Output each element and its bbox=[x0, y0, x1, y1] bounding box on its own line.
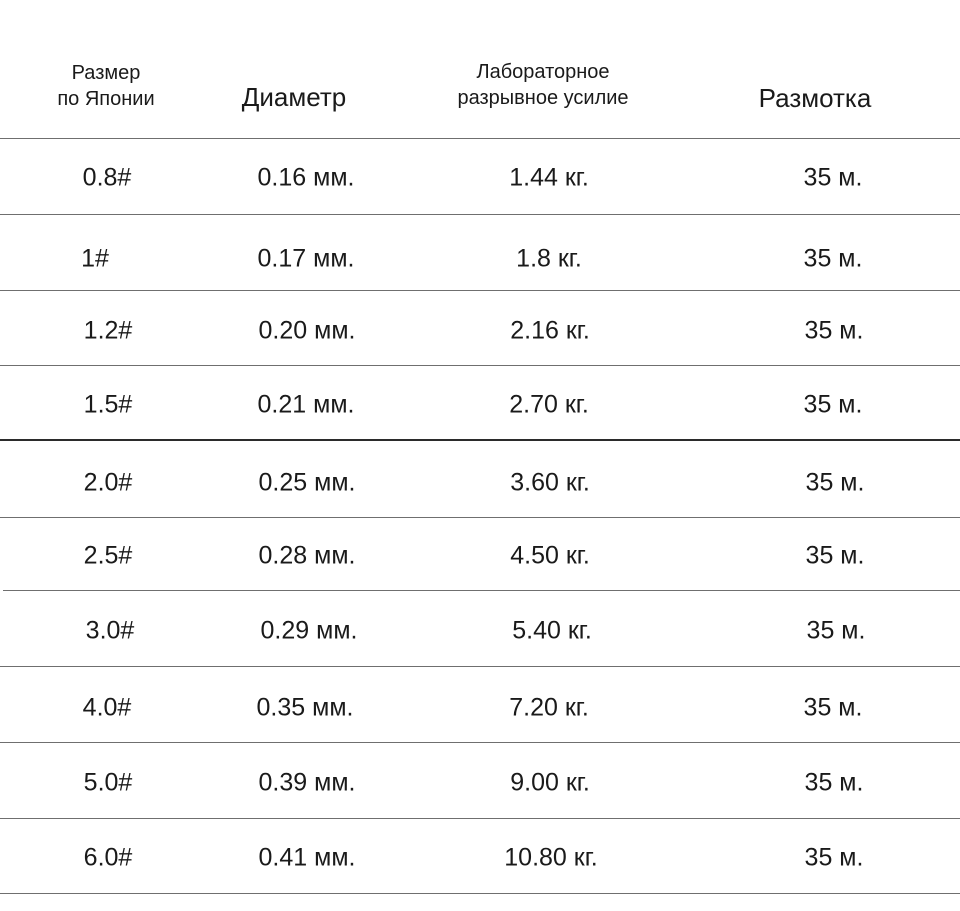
header-size-japan-line-2: по Японии bbox=[57, 88, 155, 110]
header-breaking-strength-line-1: Лабораторное bbox=[476, 61, 610, 83]
cell-length: 35 м. bbox=[805, 468, 865, 497]
row-divider bbox=[0, 893, 960, 894]
cell-strength: 10.80 кг. bbox=[504, 843, 598, 872]
cell-strength: 2.70 кг. bbox=[509, 390, 589, 419]
header-size-japan-line-1: Размер bbox=[71, 62, 141, 84]
row-divider bbox=[0, 214, 960, 215]
cell-diameter: 0.29 мм. bbox=[260, 616, 358, 645]
row-divider bbox=[0, 666, 960, 667]
cell-diameter: 0.39 мм. bbox=[258, 768, 356, 797]
cell-size: 6.0# bbox=[83, 843, 133, 872]
cell-size: 1.5# bbox=[83, 390, 133, 419]
cell-size: 2.0# bbox=[83, 468, 133, 497]
row-divider bbox=[3, 590, 960, 591]
row-divider bbox=[0, 517, 960, 518]
row-divider bbox=[0, 365, 960, 366]
header-diameter: Диаметр bbox=[241, 82, 347, 112]
cell-size: 5.0# bbox=[83, 768, 133, 797]
cell-strength: 2.16 кг. bbox=[510, 316, 590, 345]
cell-size: 3.0# bbox=[85, 616, 135, 645]
cell-size: 1# bbox=[81, 244, 109, 273]
cell-length: 35 м. bbox=[805, 541, 865, 570]
cell-diameter: 0.28 мм. bbox=[258, 541, 356, 570]
cell-length: 35 м. bbox=[803, 693, 863, 722]
cell-strength: 4.50 кг. bbox=[510, 541, 590, 570]
cell-strength: 3.60 кг. bbox=[510, 468, 590, 497]
cell-diameter: 0.16 мм. bbox=[257, 163, 355, 192]
cell-diameter: 0.25 мм. bbox=[258, 468, 356, 497]
row-divider bbox=[0, 290, 960, 291]
cell-length: 35 м. bbox=[803, 163, 863, 192]
cell-strength: 9.00 кг. bbox=[510, 768, 590, 797]
cell-diameter: 0.21 мм. bbox=[257, 390, 355, 419]
cell-length: 35 м. bbox=[803, 244, 863, 273]
header-spool-length: Размотка bbox=[758, 83, 872, 113]
cell-strength: 7.20 кг. bbox=[509, 693, 589, 722]
cell-size: 1.2# bbox=[83, 316, 133, 345]
cell-length: 35 м. bbox=[804, 316, 864, 345]
cell-diameter: 0.17 мм. bbox=[257, 244, 355, 273]
cell-length: 35 м. bbox=[804, 843, 864, 872]
cell-diameter: 0.35 мм. bbox=[256, 693, 354, 722]
row-divider bbox=[0, 742, 960, 743]
cell-strength: 1.8 кг. bbox=[516, 244, 582, 273]
header-breaking-strength-line-2: разрывное усилие bbox=[457, 87, 629, 109]
header-size-japan bbox=[57, 60, 154, 112]
cell-size: 0.8# bbox=[82, 163, 132, 192]
cell-strength: 1.44 кг. bbox=[509, 163, 589, 192]
cell-length: 35 м. bbox=[804, 768, 864, 797]
cell-length: 35 м. bbox=[806, 616, 866, 645]
cell-diameter: 0.41 мм. bbox=[258, 843, 356, 872]
row-divider bbox=[0, 138, 960, 139]
row-divider bbox=[0, 439, 960, 441]
cell-size: 2.5# bbox=[83, 541, 133, 570]
cell-size: 4.0# bbox=[82, 693, 132, 722]
cell-strength: 5.40 кг. bbox=[512, 616, 592, 645]
row-divider bbox=[0, 818, 960, 819]
header-breaking-strength bbox=[457, 59, 628, 111]
cell-length: 35 м. bbox=[803, 390, 863, 419]
cell-diameter: 0.20 мм. bbox=[258, 316, 356, 345]
